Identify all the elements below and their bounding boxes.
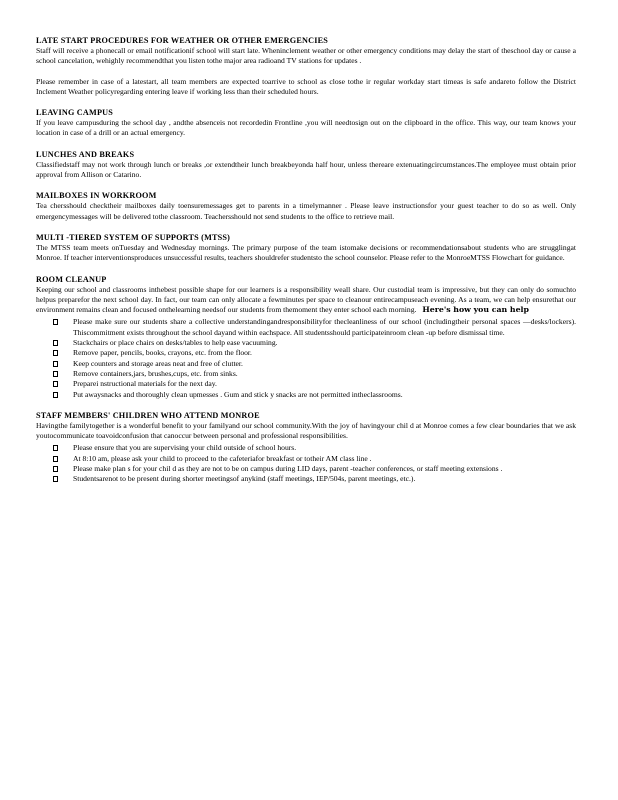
paragraph: The MTSS team meets onTuesday and Wednesday mornings. The primary purpose of the team istomake decisions or recommendationsabout students who are strugglingat Monroe. If teacher interventionsproduces unsuccessful results, teachers shouldrefer studentsto the school counselor. Please refer to the MonroeMTSS Flowchart for guidance.	[36, 242, 576, 263]
checkbox-bullet-icon	[53, 466, 58, 472]
paragraph: Classifiedstaff may not work through lunch or breaks ,or extendtheir lunch breakbeyonda half hour, unless thereare extenuatingcircumstances.The employee must obtain prior approval from Allison or Catarino.	[36, 159, 576, 180]
list-item	[36, 348, 576, 358]
list-item-text: Please make sure our students share a collective understandingandresponsibilityfor thecleanliness of our school (includingtheir personal spaces —desks/lockers). Thiscommitment exists throughout the school dayand within eachspace. All studentsshould participateinroom clean -up before dismissal time.	[73, 317, 576, 337]
section-mtss	[36, 233, 576, 264]
bullet-list	[36, 443, 576, 484]
paragraph	[36, 285, 576, 316]
checkbox-bullet-icon	[53, 350, 58, 356]
section-heading: MAILBOXES IN WORKROOM	[36, 191, 157, 201]
section-room-cleanup	[36, 275, 576, 400]
paragraph: Havingthe familytogether is a wonderful benefit to your familyand our school community.With the joy of havingyour chil d at Monroe comes a few clear boundaries that we ask youtocommunicate toavoidconfusion that canoccur between personal and professional responsibilities.	[36, 420, 576, 441]
list-item-text: Remove containers,jars, brushes,cups, etc. from sinks.	[73, 368, 238, 378]
list-item-text: Stackchairs or place chairs on desks/tables to help ease vacuuming.	[73, 338, 278, 348]
checkbox-bullet-icon	[53, 456, 58, 462]
list-item-text: Remove paper, pencils, books, crayons, etc. from the floor.	[73, 348, 252, 358]
checkbox-bullet-icon	[53, 319, 58, 325]
section-heading: ROOM CLEANUP	[36, 274, 107, 284]
list-item-text: Studentsarenot to be present during shorter meetingsof anykind (staff meetings, IEP/504s, parent meetings, etc.).	[73, 474, 416, 484]
section-leaving-campus	[36, 108, 576, 139]
section-heading: MULTI -TIERED SYSTEM OF SUPPORTS (MTSS)	[36, 232, 231, 242]
section-staff-children	[36, 411, 576, 485]
checkbox-bullet-icon	[53, 340, 58, 346]
checkbox-bullet-icon	[53, 361, 58, 367]
list-item-text: Put awaysnacks and thoroughly clean upmesses . Gum and stick y snacks are not permitted intheclassrooms.	[73, 389, 403, 399]
section-heading: LEAVING CAMPUS	[36, 108, 114, 118]
list-item	[36, 379, 576, 389]
section-late-start	[36, 36, 576, 97]
list-item	[36, 464, 576, 474]
checkbox-bullet-icon	[53, 392, 58, 398]
list-item	[36, 369, 576, 379]
checkbox-bullet-icon	[53, 371, 58, 377]
list-item	[36, 317, 576, 338]
section-lunches-breaks	[36, 150, 576, 181]
checkbox-bullet-icon	[53, 476, 58, 482]
list-item	[36, 443, 576, 453]
paragraph: Tea chersshould checktheir mailboxes daily toensuremessages get to parents in a timelymanner . Please leave instructionsfor your guest teacher to do so as well. Only emergencymessages will be delivered tothe classroom. Teachersshould not send students to the office to retrieve mail.	[36, 201, 576, 221]
section-heading: LATE START PROCEDURES FOR WEATHER OR OTHER EMERGENCIES	[36, 36, 329, 45]
list-item-text: At 8:10 am, please ask your child to proceed to the cafeteriafor breakfast or totheir AM class line .	[73, 453, 372, 463]
list-item	[36, 454, 576, 464]
section-heading: LUNCHES AND BREAKS	[36, 149, 135, 159]
paragraph: If you leave campusduring the school day , andthe absenceis not recordedin Frontline ,you will needtosign out on the clipboard in the office. This way, our team knows your location in case of a drill or an actual emergency.	[36, 118, 576, 138]
list-item	[36, 359, 576, 369]
list-item-text: Please ensure that you are supervising your child outside of school hours.	[73, 443, 297, 453]
section-heading: STAFF MEMBERS' CHILDREN WHO ATTEND MONROE	[36, 410, 260, 420]
list-item	[36, 338, 576, 348]
paragraph: Staff will receive a phonecall or email notificationif school will start late. Wheninclement weather or other emergency conditions may delay the start of theschool day or cause a school cancelation, wehighly recommendthat you listen tothe major area radioand TV stations for updates .	[36, 46, 576, 66]
checkbox-bullet-icon	[53, 445, 58, 451]
paragraph: Please remember in case of a latestart, all team members are expected toarrive to school as close tothe ir regular workday start timeas is safe andareto follow the District Inclement Weather policyregarding entering leave if working less than their scheduled hours.	[36, 76, 576, 96]
section-mailboxes	[36, 191, 576, 222]
list-item	[36, 474, 576, 484]
list-item-text: Preparei nstructional materials for the next day.	[73, 379, 217, 389]
list-item-text: Please make plan s for your chil d as they are not to be on campus during LID days, parent -teacher conferences, or staff meeting extensions .	[73, 464, 503, 474]
paragraph-text: Keeping our school and classrooms inthebest possible shape for our learners is a responsibility weall share. Our custodial team is impressive, but they can only do somuchto helpus preparefor the next school day. In fact, our team can only allocate a fewminutes per space to cleanour entirecampuseach evening. As a team, we can help ensurethat our environment remains clean and focused onthelearning needsof our students from themoment they enter school each morning.	[36, 284, 576, 315]
list-item-text: Keep counters and storage areas neat and free of clutter.	[73, 358, 243, 368]
bullet-list	[36, 317, 576, 399]
list-item	[36, 390, 576, 400]
subheading: Here's how you can help	[422, 305, 529, 315]
checkbox-bullet-icon	[53, 381, 58, 387]
document-page	[36, 36, 576, 496]
